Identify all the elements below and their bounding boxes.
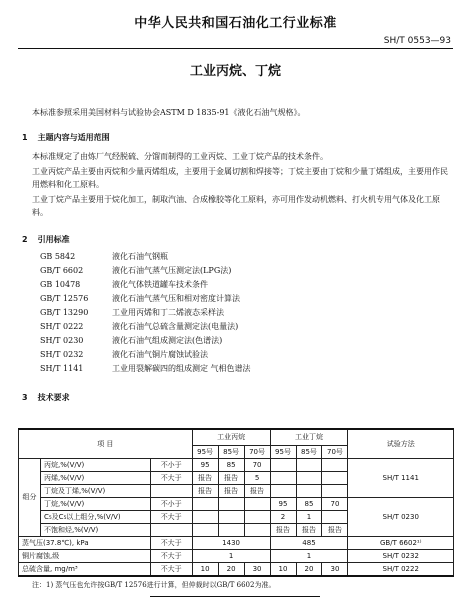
row-condition: 不大于: [150, 549, 192, 562]
row-condition: 不大于: [150, 536, 192, 549]
cell: 95: [192, 458, 218, 471]
butane-header: 工业丁烷: [270, 429, 348, 445]
reference-code: GB/T 12576: [40, 294, 89, 303]
table-row: [19, 562, 454, 576]
reference-code: SH/T 0230: [40, 336, 84, 345]
cell: 10: [192, 562, 218, 576]
reference-title: 液化石油气蒸气压和相对密度计算法: [112, 294, 240, 303]
section-title: 引用标准: [37, 235, 70, 244]
reference-list: [40, 250, 251, 376]
cell: [218, 497, 244, 510]
cell: 报告: [192, 484, 218, 497]
reference-item: [40, 362, 251, 376]
row-condition: [150, 484, 192, 497]
reference-code: GB 10478: [40, 280, 81, 289]
section-title: 技术要求: [37, 393, 70, 402]
grade-header: 70号: [322, 445, 348, 458]
cell: 10: [270, 562, 296, 576]
section-number: 2: [22, 235, 28, 244]
reference-title: 液化气体铁道罐车技术条件: [112, 280, 208, 289]
row-item: C₅及C₅以上组分,%(V/V): [40, 510, 150, 523]
row-item: 不饱和烃,%(V/V): [40, 523, 150, 536]
row-item: 丙烯,%(V/V): [40, 471, 150, 484]
cell: [322, 471, 348, 484]
table-row: [19, 549, 454, 562]
cell: 5: [244, 471, 270, 484]
reference-item: [40, 320, 251, 334]
row-item: 丙烷,%(V/V): [40, 458, 150, 471]
reference-code: SH/T 0222: [40, 322, 84, 331]
section-number: 1: [22, 133, 28, 142]
paragraph-3: 工业丁烷产品主要用于烷化加工，制取汽油、合成橡胶等化工原料，亦可用作发动机燃料、打火机专用气体及化工原料。: [32, 195, 440, 217]
method-header: 试验方法: [348, 429, 454, 458]
cell: [296, 458, 322, 471]
section-3-heading: [22, 392, 70, 403]
section-title: 主题内容与适用范围: [37, 133, 110, 142]
reference-code: GB/T 6602: [40, 266, 84, 275]
row-method: SH/T 0232: [348, 549, 454, 562]
reference-title: 液化石油气组成测定法(色谱法): [112, 336, 223, 345]
grade-header: 95号: [192, 445, 218, 458]
cell: [296, 471, 322, 484]
section-number: 3: [22, 393, 28, 402]
row-condition: 不小于: [150, 458, 192, 471]
reference-code: SH/T 1141: [40, 364, 84, 373]
cell: 30: [322, 562, 348, 576]
row-condition: 不大于: [150, 510, 192, 523]
cell: [244, 497, 270, 510]
grade-header: 85号: [296, 445, 322, 458]
cell: 1: [270, 549, 348, 562]
cell: [244, 510, 270, 523]
reference-item: [40, 292, 251, 306]
cell: [322, 510, 348, 523]
row-method: GB/T 6602¹⁾: [348, 536, 454, 549]
reference-title: 液化石油气总硫含量测定法(电量法): [112, 322, 239, 331]
table-row: [19, 497, 454, 510]
header-rule: [18, 48, 453, 49]
cell: [270, 484, 296, 497]
reference-item: [40, 348, 251, 362]
group-label: 组分: [19, 458, 41, 536]
intro-paragraph: 本标准参照采用美国材料与试验协会ASTM D 1835-91《液化石油气规格》。: [32, 108, 306, 117]
cell: 85: [296, 497, 322, 510]
propane-header: 工业丙烷: [192, 429, 270, 445]
row-condition: 不小于: [150, 497, 192, 510]
cell: [218, 510, 244, 523]
row-item: 总硫含量, mg/m³: [19, 562, 151, 576]
cell: 报告: [270, 523, 296, 536]
cell: [296, 484, 322, 497]
cell: 30: [244, 562, 270, 576]
document-title: 工业丙烷、丁烷: [189, 64, 281, 79]
cell: 1: [192, 549, 270, 562]
paragraph-1: 本标准规定了由炼厂气经脱硫、分馏而制得的工业丙烷、工业丁烷产品的技术条件。: [32, 152, 328, 161]
cell: [244, 523, 270, 536]
spec-table: [18, 428, 454, 577]
table-row: [19, 458, 454, 471]
row-item: 铜片腐蚀,级: [19, 549, 151, 562]
reference-title: 液化石油气钢瓶: [112, 252, 168, 261]
standard-header-title: 中华人民共和国石油化工行业标准: [134, 16, 337, 31]
footer-rule: [150, 596, 320, 597]
cell: 报告: [192, 471, 218, 484]
cell: [270, 458, 296, 471]
cell: [192, 497, 218, 510]
item-header: 项 目: [19, 429, 193, 458]
cell: 20: [296, 562, 322, 576]
row-item: 蒸气压(37.8℃), kPa: [19, 536, 151, 549]
row-method: SH/T 0222: [348, 562, 454, 576]
grade-header: 70号: [244, 445, 270, 458]
paragraph-2: 工业丙烷产品主要由丙烷和少量丙烯组成，主要用于金属切割和焊接等；丁烷主要由丁烷和少量丁烯组成，主要用作民用燃料和化工原料。: [32, 167, 448, 189]
cell: [218, 523, 244, 536]
cell: 85: [218, 458, 244, 471]
reference-title: 液化石油气铜片腐蚀试验法: [112, 350, 208, 359]
row-condition: 不大于: [150, 562, 192, 576]
reference-code: GB/T 13290: [40, 308, 89, 317]
row-condition: 不大于: [150, 471, 192, 484]
cell: 报告: [244, 484, 270, 497]
cell: 报告: [218, 484, 244, 497]
reference-code: GB 5842: [40, 252, 76, 261]
grade-header: 95号: [270, 445, 296, 458]
cell: 485: [270, 536, 348, 549]
cell: 20: [218, 562, 244, 576]
table-row: [19, 536, 454, 549]
cell: [270, 471, 296, 484]
cell: [192, 523, 218, 536]
reference-item: [40, 250, 251, 264]
row-condition: [150, 523, 192, 536]
cell: 95: [270, 497, 296, 510]
row-item: 丁烷及丁烯,%(V/V): [40, 484, 150, 497]
cell: 1: [296, 510, 322, 523]
row-method: SH/T 1141: [348, 458, 454, 497]
cell: [192, 510, 218, 523]
reference-item: [40, 278, 251, 292]
cell: 70: [322, 497, 348, 510]
reference-title: 工业用丙烯和丁二烯液态采样法: [112, 308, 224, 317]
reference-title: 液化石油气蒸气压测定法(LPG法): [112, 266, 232, 275]
cell: [322, 458, 348, 471]
cell: [322, 484, 348, 497]
reference-item: [40, 334, 251, 348]
section-2-heading: [22, 234, 70, 245]
cell: 70: [244, 458, 270, 471]
reference-title: 工业用裂解碳四的组成测定 气相色谱法: [112, 364, 251, 373]
cell: 报告: [296, 523, 322, 536]
row-item: 丁烷,%(V/V): [40, 497, 150, 510]
reference-item: [40, 306, 251, 320]
cell: 2: [270, 510, 296, 523]
cell: 报告: [322, 523, 348, 536]
section-1-heading: [22, 132, 110, 143]
cell: 1430: [192, 536, 270, 549]
standard-number: SH/T 0553—93: [383, 36, 451, 46]
table-footnote: 注：1) 蒸气压也允许按GB/T 12576进行计算，但仲裁时以GB/T 6602为准。: [32, 581, 276, 589]
row-method: SH/T 0230: [348, 497, 454, 536]
reference-item: [40, 264, 251, 278]
grade-header: 85号: [218, 445, 244, 458]
reference-code: SH/T 0232: [40, 350, 84, 359]
cell: 报告: [218, 471, 244, 484]
